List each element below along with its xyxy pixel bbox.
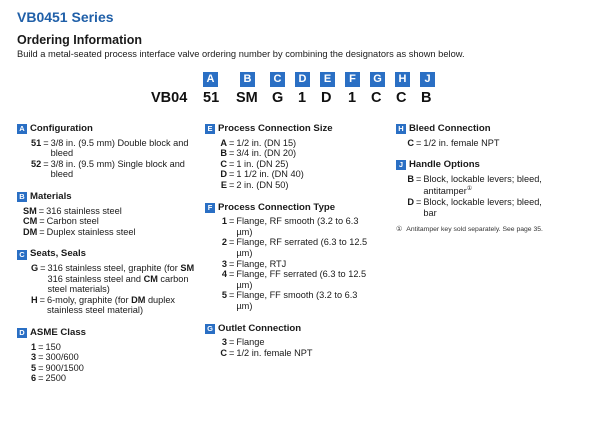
code-prefix: VB04 <box>151 90 188 106</box>
list-item: E = 2 in. (DN 50) <box>220 179 289 190</box>
series-title: VB0451 Series <box>17 9 114 25</box>
code-value-a: 51 <box>203 90 220 106</box>
list-item: CM = Carbon steel <box>23 216 99 227</box>
section-title: Process Connection Type <box>218 201 336 213</box>
code-value-row <box>0 90 600 108</box>
section-title: Materials <box>30 190 72 202</box>
section-seats-seals <box>17 249 197 316</box>
code-letter-d: D <box>295 72 310 87</box>
column-middle <box>205 124 375 370</box>
list-item: DM = Duplex stainless steel <box>23 226 136 237</box>
section-handle-options <box>396 160 546 234</box>
section-letter-badge: H <box>396 124 406 134</box>
section-materials <box>17 192 197 237</box>
code-value-f: 1 <box>348 90 357 106</box>
code-letter-row <box>0 72 600 88</box>
list-item: 4 = Flange, FF serrated (6.3 to 12.5 µm) <box>221 269 367 290</box>
list-item: 51 = 3/8 in. (9.5 mm) Double block and bleed <box>31 137 189 159</box>
list-item: G = 316 stainless steel, graphite (for SM 316 stainless steel and CM carbon steel materials) <box>31 262 195 295</box>
code-value-g: C <box>371 90 382 106</box>
list-item: 3 = Flange <box>221 337 265 348</box>
code-letter-h: H <box>395 72 410 87</box>
section-bleed-connection <box>396 124 546 148</box>
list-item: 6 = 2500 <box>31 373 66 384</box>
list-item: 1 = Flange, RF smooth (3.2 to 6.3 µm) <box>221 216 359 237</box>
column-left <box>17 124 197 396</box>
section-title: Process Connection Size <box>218 123 333 134</box>
list-item: 52 = 3/8 in. (9.5 mm) Single block and bleed <box>31 158 185 180</box>
code-letter-j: J <box>420 72 435 87</box>
list-item: D = Block, lockable levers; bleed, bar <box>407 197 542 218</box>
page-heading: Ordering Information <box>17 33 142 47</box>
footnote-marker: ① <box>466 186 473 193</box>
list-item: 5 = 900/1500 <box>31 362 84 373</box>
code-letter-a: A <box>203 72 218 87</box>
code-letter-e: E <box>320 72 335 87</box>
list-item: 1 = 150 <box>31 341 61 352</box>
code-value-d: 1 <box>298 90 307 106</box>
column-right <box>396 124 546 246</box>
list-item: A = 1/2 in. (DN 15) <box>220 137 297 148</box>
list-item: C = 1/2 in. female NPT <box>220 347 313 358</box>
code-letter-c: C <box>270 72 285 87</box>
section-title: Outlet Connection <box>218 322 302 334</box>
section-title: Handle Options <box>409 159 480 171</box>
section-process-connection-size <box>205 124 375 191</box>
section-letter-badge: F <box>205 203 215 213</box>
section-title: Bleed Connection <box>409 123 491 134</box>
section-letter-badge: B <box>17 192 27 202</box>
section-configuration <box>17 124 197 180</box>
code-value-b: SM <box>236 90 258 106</box>
footnote-text: Antitamper key sold separately. See page 35. <box>406 226 543 234</box>
section-letter-badge: A <box>17 124 27 134</box>
code-letter-b: B <box>240 72 255 87</box>
list-item: 3 = 300/600 <box>31 352 79 363</box>
footnote <box>396 226 546 234</box>
list-item: 5 = Flange, FF smooth (3.2 to 6.3 µm) <box>221 290 358 311</box>
list-item: B = 3/4 in. (DN 20) <box>220 148 297 159</box>
intro-text: Build a metal-seated process interface valve ordering number by combining the designators as shown below. <box>17 49 465 59</box>
section-letter-badge: C <box>17 250 27 260</box>
list-item: D = 1 1/2 in. (DN 40) <box>220 169 304 180</box>
list-item: 3 = Flange, RTJ <box>221 258 287 269</box>
code-letter-g: G <box>370 72 385 87</box>
section-title: Configuration <box>30 123 93 134</box>
list-item: SM = 316 stainless steel <box>23 205 122 216</box>
code-value-e: D <box>321 90 332 106</box>
code-value-h: C <box>396 90 407 106</box>
section-outlet-connection <box>205 324 375 359</box>
section-title: ASME Class <box>30 326 86 338</box>
section-letter-badge: D <box>17 328 27 338</box>
list-item: B = Block, lockable levers; bleed, antitamper① <box>407 173 542 197</box>
list-item: C = 1 in. (DN 25) <box>220 158 289 169</box>
code-letter-f: F <box>345 72 360 87</box>
list-item: H = 6-moly, graphite (for DM duplex stainless steel material) <box>31 294 176 316</box>
section-letter-badge: J <box>396 160 406 170</box>
section-title: Seats, Seals <box>30 248 87 260</box>
list-item: C = 1/2 in. female NPT <box>407 137 500 148</box>
section-letter-badge: E <box>205 124 215 134</box>
section-asme-class <box>17 328 197 384</box>
code-value-c: G <box>272 90 284 106</box>
list-item: 2 = Flange, RF serrated (6.3 to 12.5 µm) <box>221 237 368 258</box>
section-letter-badge: G <box>205 324 215 334</box>
footnote-symbol: ① <box>396 226 403 234</box>
code-value-j: B <box>421 90 432 106</box>
section-process-connection-type <box>205 203 375 312</box>
